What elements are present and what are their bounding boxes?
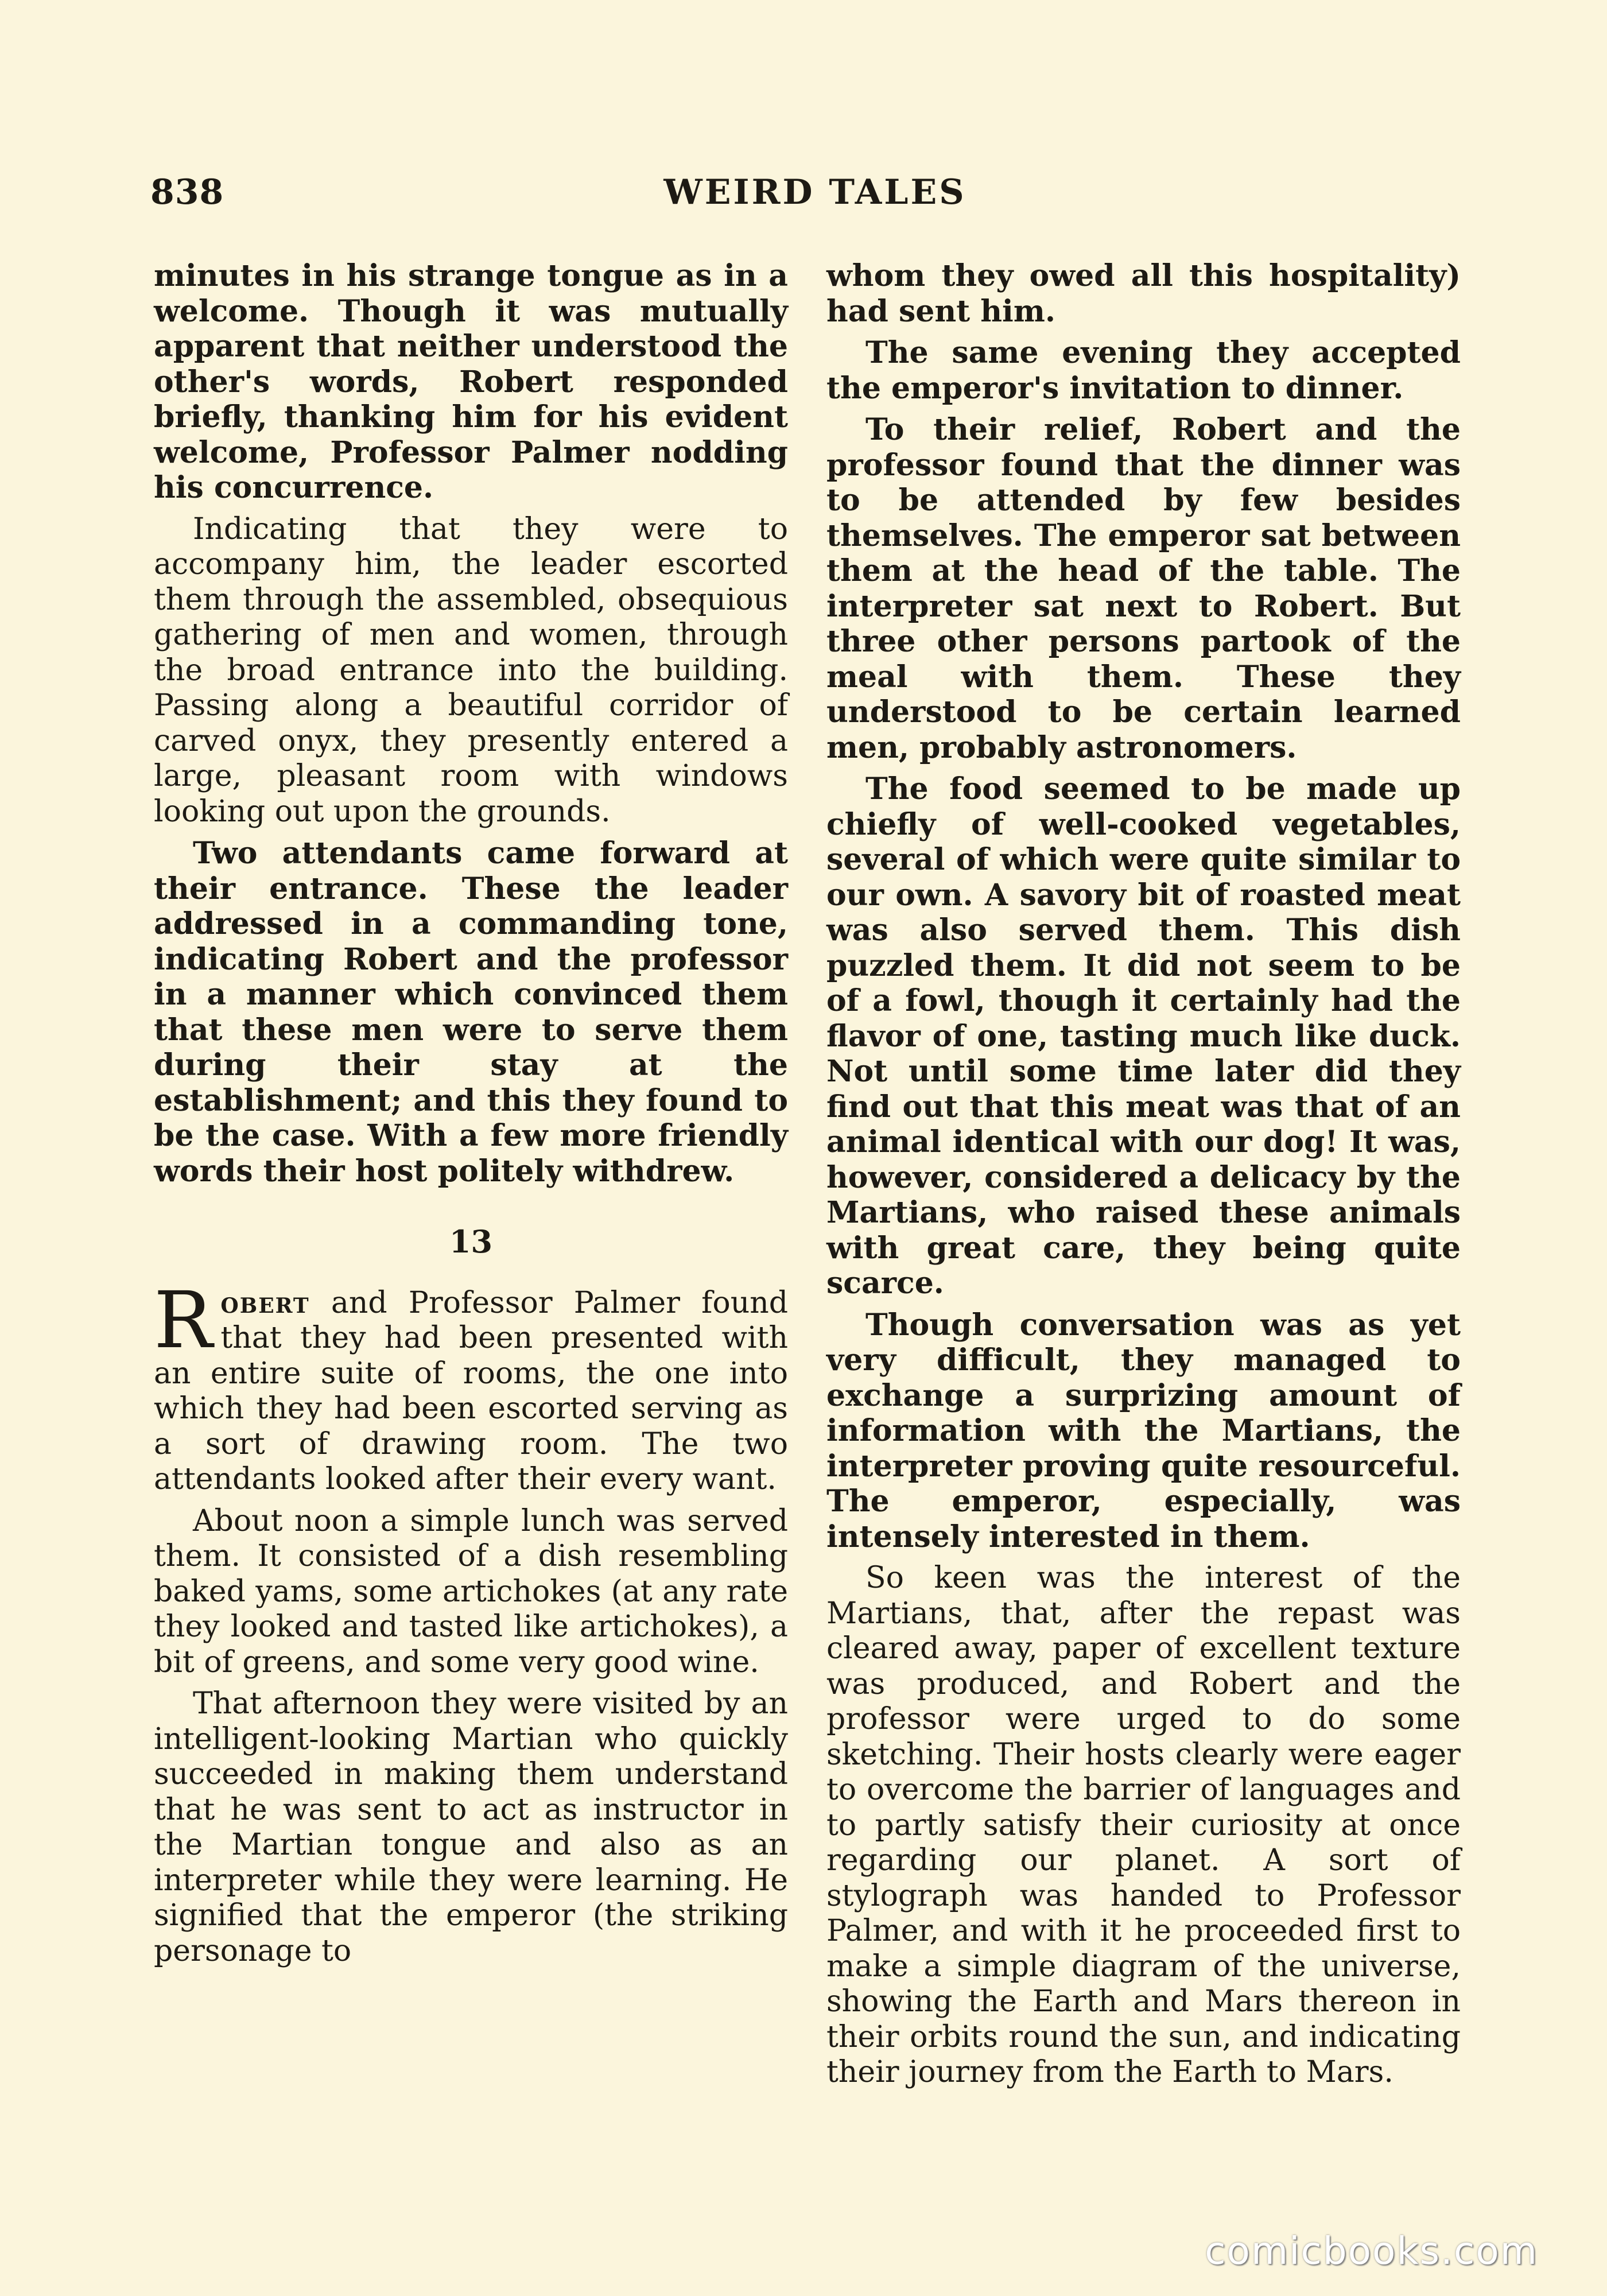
paragraph: minutes in his strange tongue as in a welcome. Though it was mutually apparent that neither understood the other's words, Robert responded briefly, thanking him for his evident welcome, Professor Palmer nodding his concurrence.: [154, 258, 788, 505]
paragraph: whom they owed all this hospitality) had sent him.: [826, 258, 1461, 329]
paragraph: Though conversation was as yet very difficult, they managed to exchange a surprizing amount of information with the Martians, the interpreter proving quite resourceful. The emperor, especially, was intensely interested in them.: [826, 1307, 1461, 1554]
paragraph: Two attendants came forward at their entrance. These the leader addressed in a commanding tone, indicating Robert and the professor in a manner which convinced them that these men were to serve them during their stay at the establishment; and this they found to be the case. With a few more friendly words their host politely withdrew.: [154, 836, 788, 1189]
right-column: [826, 258, 1461, 2097]
paragraph: About noon a simple lunch was served them. It consisted of a dish resembling baked yams, some artichokes (at any rate they looked and tasted like artichokes), a bit of greens, and some very good wine.: [154, 1503, 788, 1680]
watermark: comicbooks.com: [1205, 2229, 1538, 2273]
paragraph: To their relief, Robert and the professor found that the dinner was to be attended by few besides themselves. The emperor sat between them at the head of the table. The interpreter sat next to Robert. But three other persons partook of the meal with them. These they understood to be certain learned men, probably astronomers.: [826, 412, 1461, 765]
paragraph: Indicating that they were to accompany him, the leader escorted them through the assembled, obsequious gathering of men and women, through the broad entrance into the building. Passing along a beautiful corridor of carved onyx, they presently entered a large, pleasant room with windows looking out upon the grounds.: [154, 511, 788, 829]
page-number: 838: [150, 172, 224, 212]
left-column: [154, 258, 788, 1975]
small-caps-word: obert: [220, 1285, 310, 1320]
paragraph: The same evening they accepted the emperor's invitation to dinner.: [826, 335, 1461, 406]
paragraph: So keen was the interest of the Martians, that, after the repast was cleared away, paper of excellent texture was produced, and Robert and the professor were urged to do some sketching. Their hosts clearly were eager to overcome the barrier of languages and to partly satisfy their curiosity at once regarding our planet. A sort of stylograph was handed to Professor Palmer, and with it he proceeded first to make a simple diagram of the universe, showing the Earth and Mars thereon in their orbits round the sun, and indicating their journey from the Earth to Mars.: [826, 1561, 1461, 2089]
paragraph: The food seemed to be made up chiefly of well-cooked vegetables, several of which were quite similar to our own. A savory bit of roasted meat was also served them. This dish puzzled them. It did not seem to be of a fowl, though it certainly had the flavor of one, tasting much like duck. Not until some time later did they find out that this meat was that of an animal identical with our dog! It was, however, considered a delicacy by the Martians, who raised these animals with great care, they being quite scarce.: [826, 771, 1461, 1301]
paragraph-text: and Professor Palmer found that they had been presented with an entire suite of rooms, the one into which they had been escorted serving as a sort of drawing room. The two attendants looked after their every want.: [154, 1285, 788, 1496]
running-head: WEIRD TALES: [663, 172, 966, 212]
section-number: 13: [449, 1223, 493, 1260]
section-lead-paragraph: [154, 1275, 788, 1498]
drop-cap: R: [154, 1275, 213, 1366]
paragraph: That afternoon they were visited by an intelligent-looking Martian who quickly succeeded in making them understand that he was sent to act as instructor in the Martian tongue and also as an interpreter while they were learning. He signified that the emperor (the striking personage to: [154, 1686, 788, 1968]
